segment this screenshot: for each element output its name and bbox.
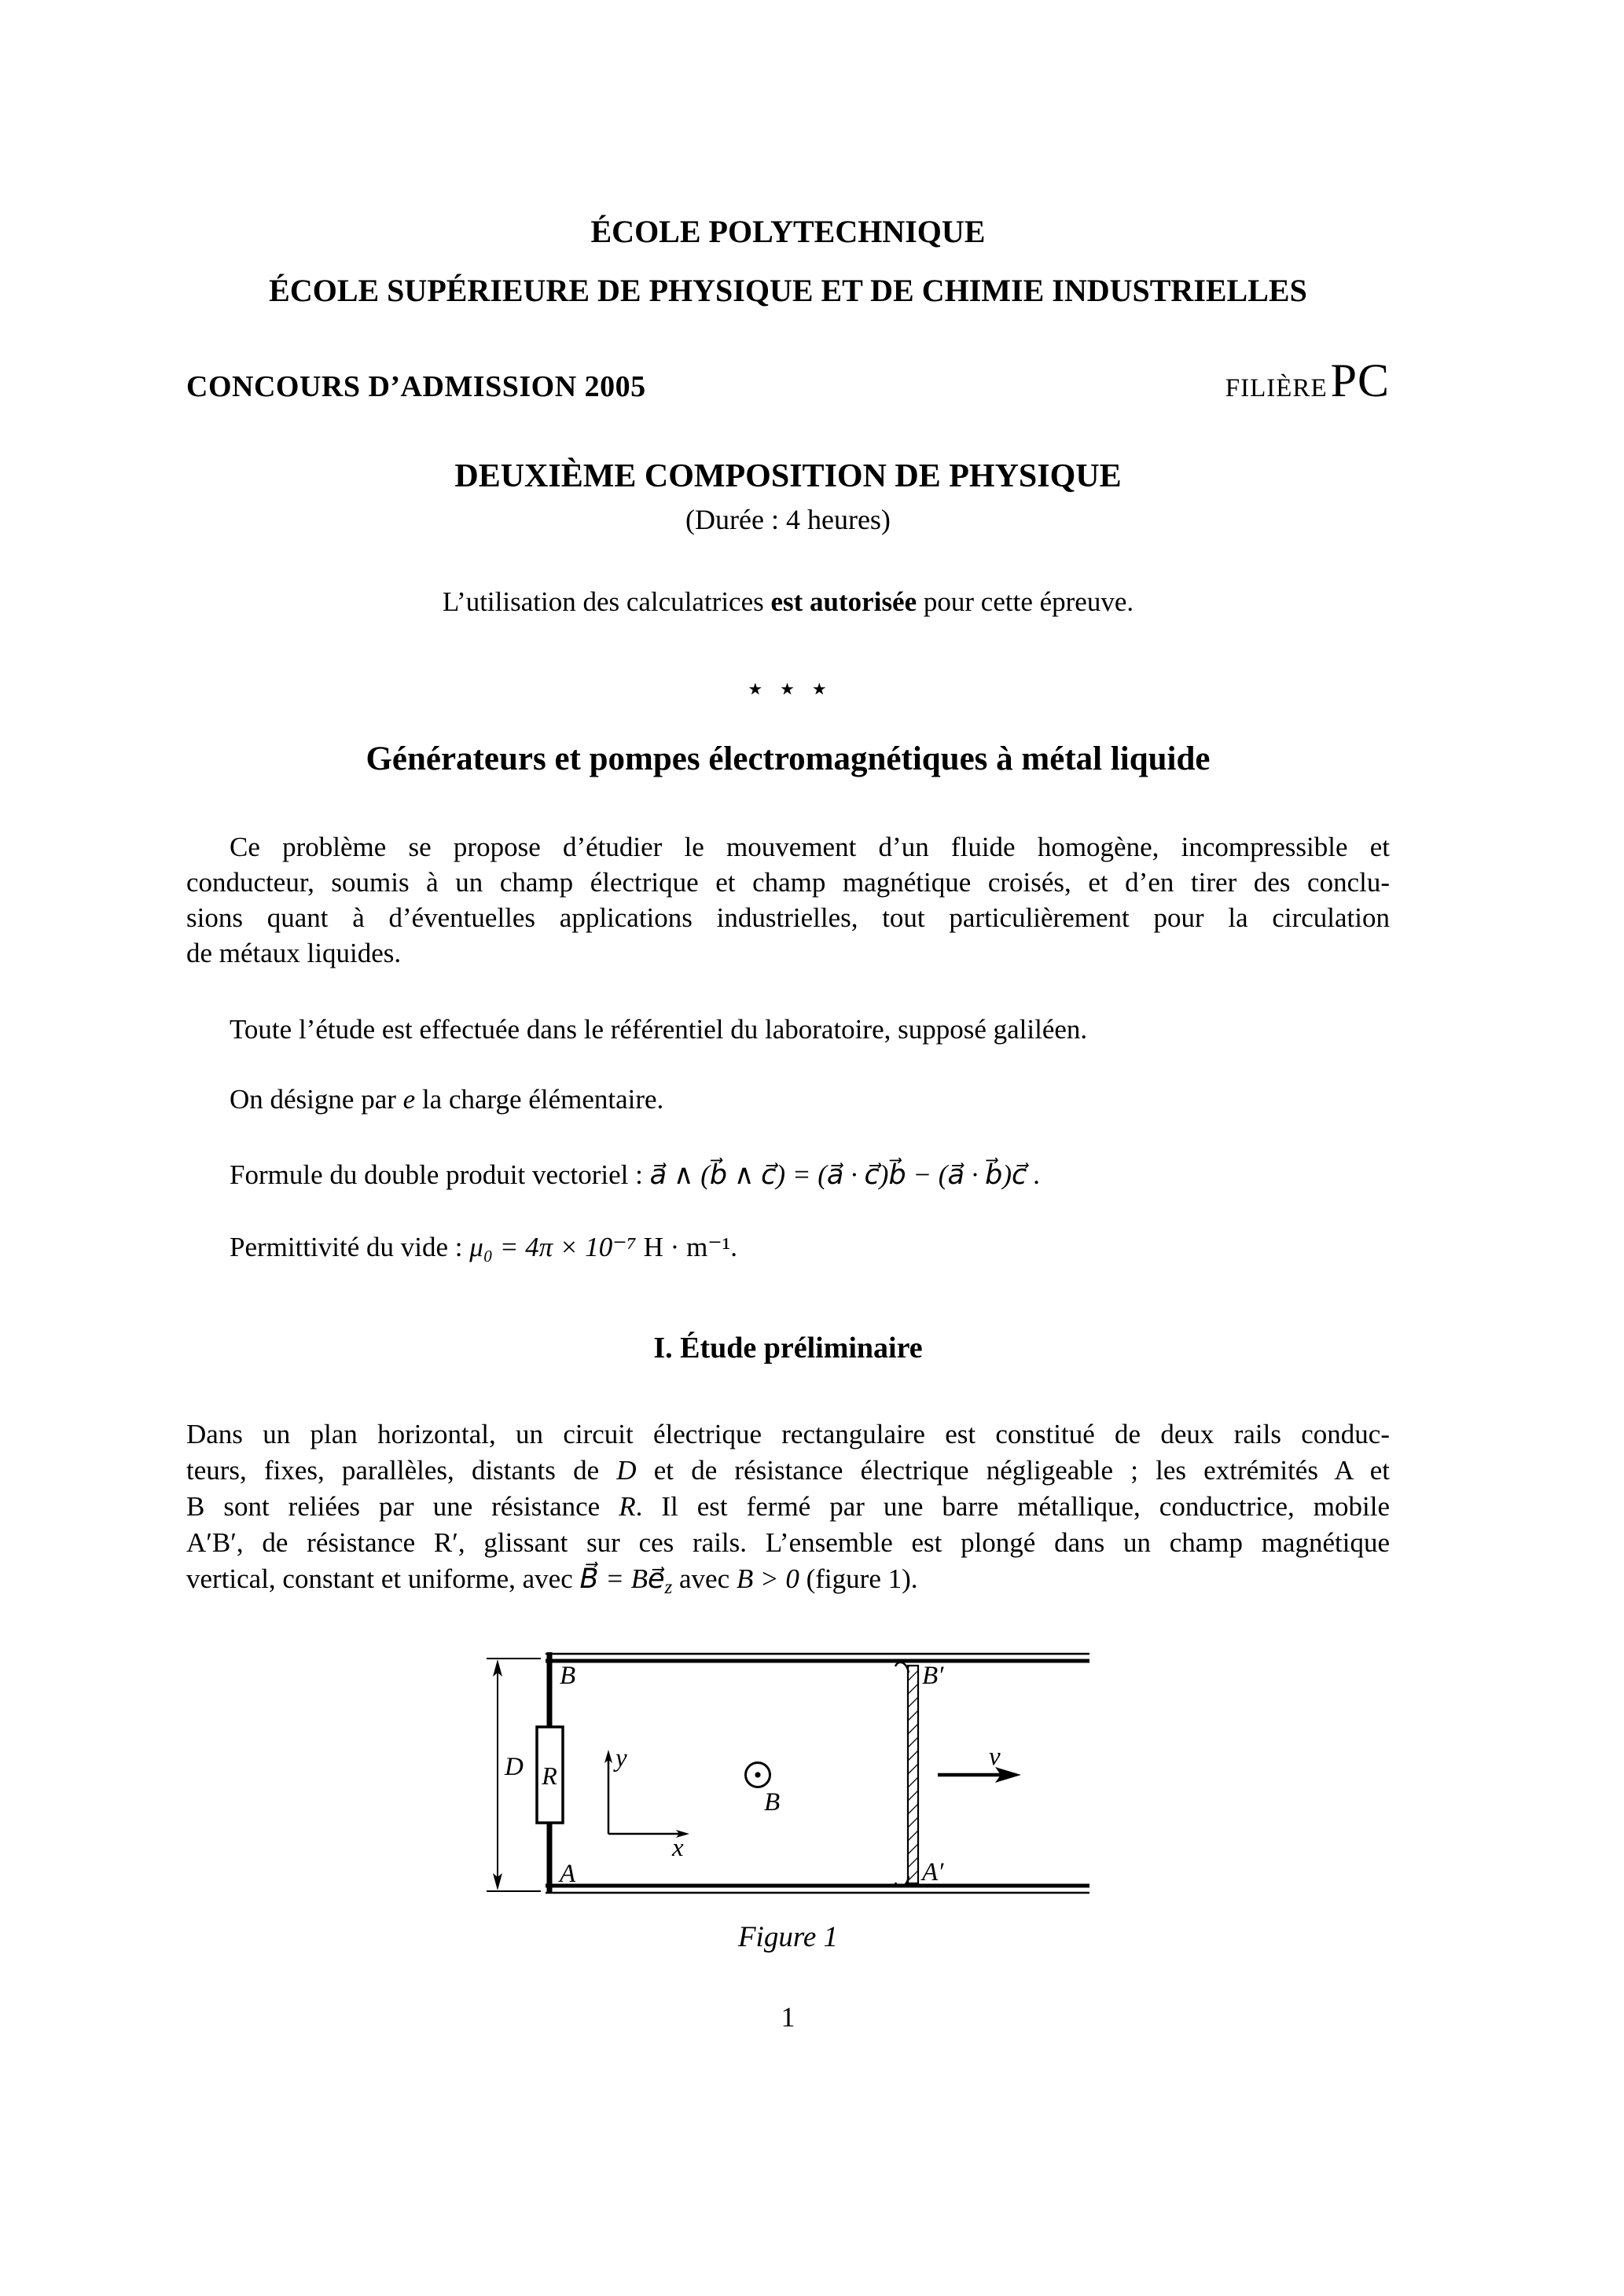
- s1-line-4: A′B′, de résistance R′, glissant sur ces rails. L’ensemble est plongé dans un champ magnétique: [186, 1527, 1390, 1558]
- s1-l2-pre: teurs, fixes, parallèles, distants de: [186, 1455, 617, 1486]
- calculator-note-post: pour cette épreuve.: [917, 586, 1134, 617]
- field-out-of-plane-icon: [746, 1763, 770, 1787]
- elementary-charge-note: [186, 1082, 1390, 1117]
- figure-caption: Figure 1: [737, 1921, 839, 1953]
- calculator-note-bold: est autorisée: [770, 586, 917, 617]
- admission-row: [186, 354, 1390, 408]
- composition-title: DEUXIÈME COMPOSITION DE PHYSIQUE: [454, 458, 1122, 494]
- top-rail: [546, 1654, 1089, 1661]
- intro-line-2: conducteur, soumis à un champ électrique et champ magnétique croisés, et d’en tirer des conclu-: [186, 867, 1390, 898]
- filiere-label: FILIÈRE: [1225, 374, 1328, 402]
- field-positivity: B > 0: [736, 1563, 799, 1594]
- vector-formula-label: Formule du double produit vectoriel :: [230, 1159, 650, 1190]
- distance-label: D: [505, 1753, 524, 1781]
- corner-label-a: A: [560, 1860, 576, 1888]
- intro-line-4: de métaux liquides.: [186, 938, 402, 968]
- permittivity-line: [186, 1229, 1390, 1265]
- velocity-arrow: [938, 1767, 1021, 1783]
- axis-label-y: y: [615, 1744, 627, 1773]
- bar-contact-top: [895, 1662, 909, 1673]
- duration-note: (Durée : 4 heures): [685, 504, 891, 535]
- school-name-1: ÉCOLE POLYTECHNIQUE: [590, 214, 986, 249]
- calculator-note-pre: L’utilisation des calculatrices: [442, 586, 771, 617]
- charge-note-post: la charge élémentaire.: [415, 1084, 664, 1115]
- permittivity-math: μ₀ = 4π × 10⁻⁷: [469, 1232, 637, 1262]
- velocity-label: v: [989, 1743, 1001, 1771]
- bottom-rail: [546, 1886, 1089, 1893]
- section-1-title: I. Étude préliminaire: [653, 1332, 923, 1365]
- intro-line-3: sions quant à d’éventuelles applications industrielles, tout particulièrement pour la circulation: [186, 902, 1390, 933]
- field-label: B: [764, 1788, 781, 1817]
- resistor-label: R: [542, 1761, 557, 1790]
- s1-l5-post: (figure 1).: [799, 1563, 918, 1594]
- subject-title: Générateurs et pompes électromagnétiques à métal liquide: [366, 740, 1211, 777]
- calculator-note: [186, 585, 1390, 619]
- corner-label-b-prime: B′: [922, 1662, 944, 1690]
- permittivity-label: Permittivité du vide :: [230, 1232, 470, 1262]
- s1-l5-mid: avec: [672, 1563, 737, 1594]
- intro-paragraph: [186, 829, 1390, 971]
- s1-l3-post: . Il est fermé par une barre métallique, conductrice, mobile: [635, 1491, 1390, 1522]
- page-number: 1: [781, 2001, 795, 2033]
- s1-line-2: [186, 1453, 1390, 1489]
- intro-line-1: Ce problème se propose d’étudier le mouvement d’un fluide homogène, incompressible et: [230, 832, 1390, 862]
- distance-symbol: D: [616, 1455, 637, 1486]
- charge-note-pre: On désigne par: [230, 1084, 403, 1115]
- s1-line-3: [186, 1489, 1390, 1525]
- permittivity-unit: H · m⁻¹.: [636, 1232, 738, 1262]
- axis-label-x: x: [672, 1834, 684, 1862]
- referential-note: Toute l’étude est effectuée dans le référentiel du laboratoire, supposé galiléen.: [230, 1014, 1088, 1045]
- charge-symbol: e: [402, 1084, 416, 1115]
- resistance-symbol: R: [619, 1491, 636, 1522]
- s1-l5-pre: vertical, constant et uniforme, avec: [186, 1563, 580, 1594]
- admission-title: CONCOURS D’ADMISSION 2005: [186, 370, 646, 403]
- vector-formula-math: a⃗ ∧ (b⃗ ∧ c⃗) = (a⃗ · c⃗)b⃗ − (a⃗ · b⃗)c⃗ .: [649, 1159, 1041, 1190]
- figure-1-circuit-diagram: [440, 1639, 1116, 1910]
- section-1-paragraph: [186, 1416, 1390, 1606]
- field-equation-subscript: z: [664, 1577, 673, 1598]
- filiere: [1225, 354, 1390, 408]
- corner-label-b: B: [560, 1662, 576, 1690]
- s1-line-5: [186, 1561, 1390, 1606]
- school-name-2: ÉCOLE SUPÉRIEURE DE PHYSIQUE ET DE CHIMIE INDUSTRIELLES: [269, 273, 1307, 308]
- stars-separator: ⋆ ⋆ ⋆: [744, 671, 832, 707]
- mobile-bar: [908, 1666, 918, 1883]
- corner-label-a-prime: A′: [922, 1858, 944, 1886]
- s1-l3-pre: B sont reliées par une résistance: [186, 1491, 619, 1522]
- s1-line-1: Dans un plan horizontal, un circuit électrique rectangulaire est constitué de deux rails conduc-: [186, 1419, 1390, 1449]
- filiere-value: PC: [1330, 355, 1390, 406]
- vector-formula: [186, 1157, 1390, 1192]
- s1-l2-post: et de résistance électrique négligeable ; les extrémités A et: [636, 1455, 1390, 1486]
- field-equation: B⃗ = Be⃗: [579, 1563, 665, 1594]
